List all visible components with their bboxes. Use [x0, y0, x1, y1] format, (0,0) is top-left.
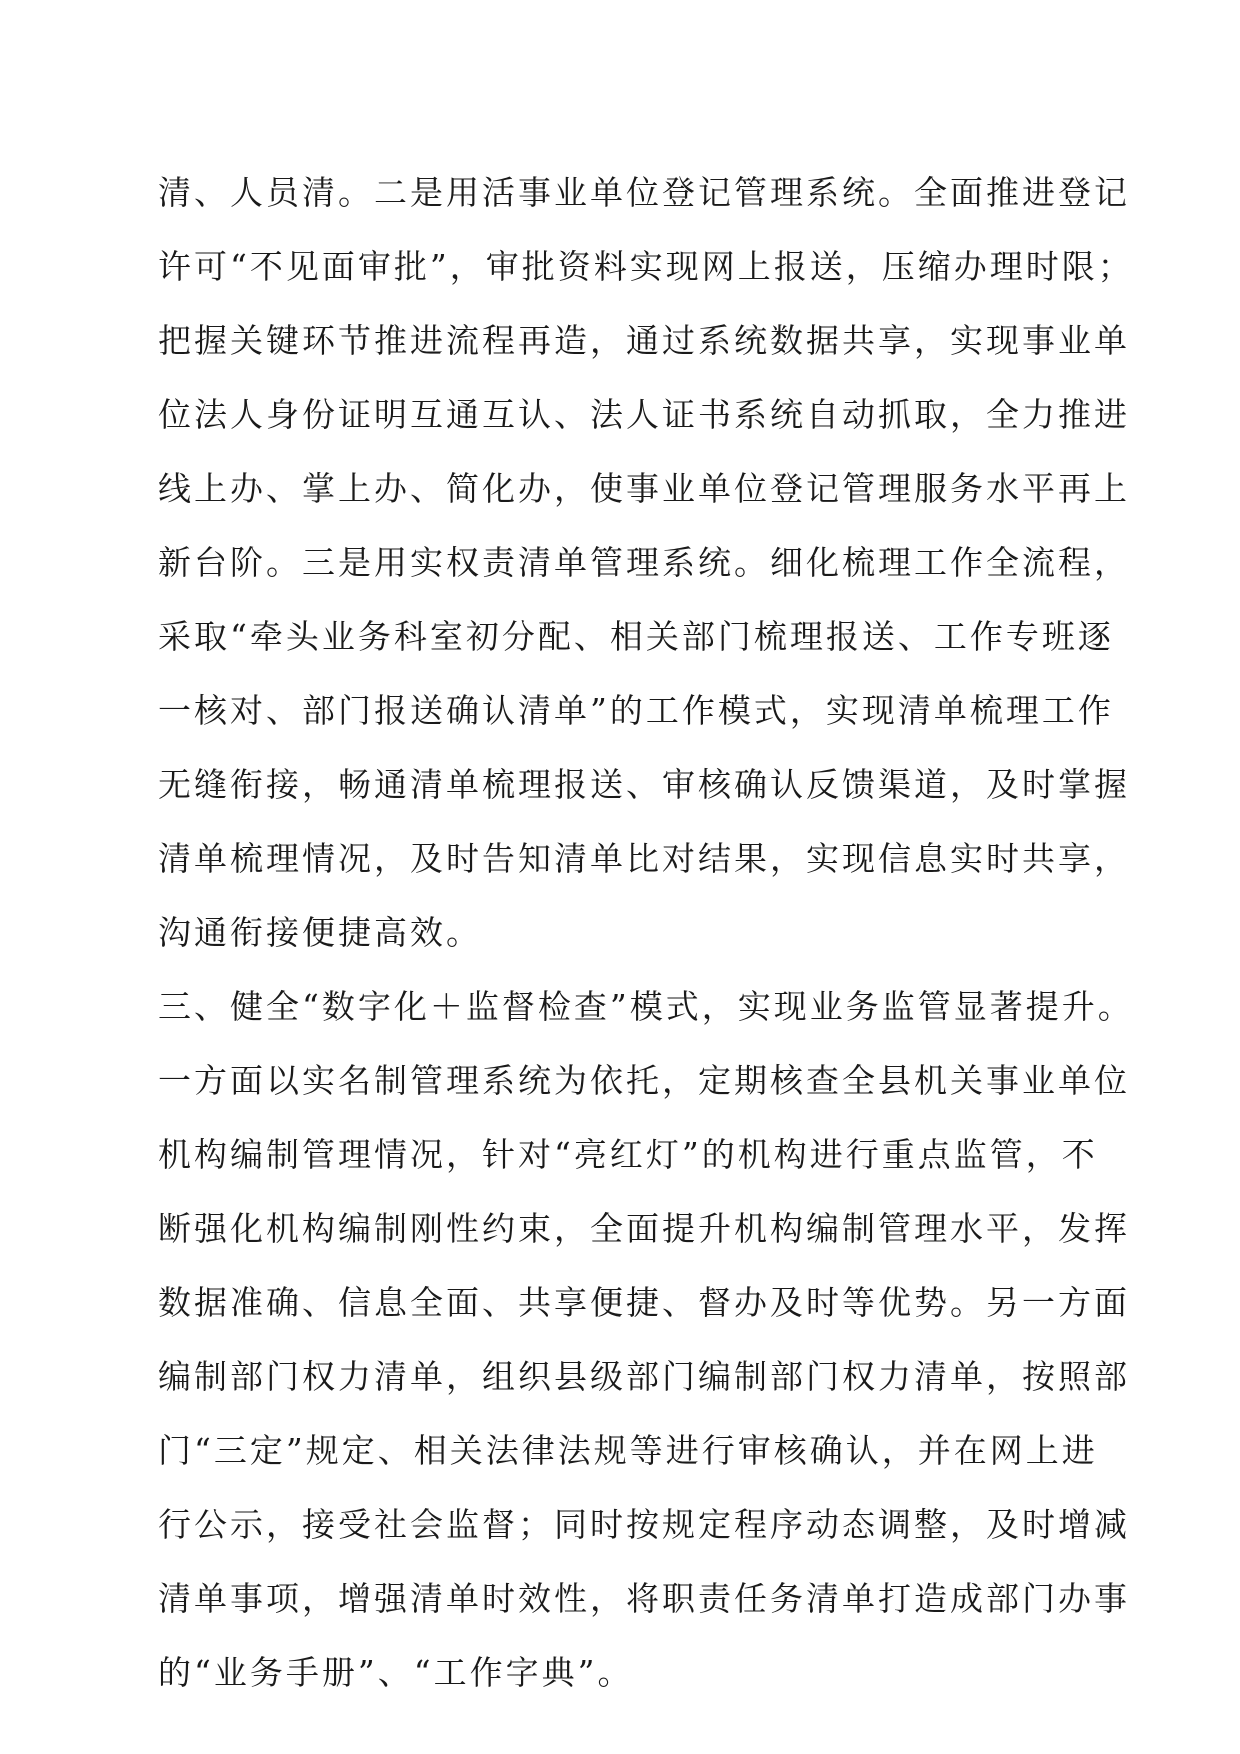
text-line-4: 位法人身份证明互通互认、法人证书系统自动抓取，全力推进 — [158, 395, 1130, 434]
text-line-10: 清单梳理情况，及时告知清单比对结果，实现信息实时共享， — [158, 839, 1130, 878]
text-line-20: 清单事项，增强清单时效性，将职责任务清单打造成部门办事 — [158, 1579, 1130, 1618]
text-line-3: 把握关键环节推进流程再造，通过系统数据共享，实现事业单 — [158, 321, 1130, 360]
text-line-1: 清、人员清。二是用活事业单位登记管理系统。全面推进登记 — [158, 173, 1130, 212]
text-line-8: 一核对、部门报送确认清单”的工作模式，实现清单梳理工作 — [158, 691, 1114, 730]
text-line-17: 编制部门权力清单，组织县级部门编制部门权力清单，按照部 — [158, 1357, 1130, 1396]
text-line-11: 沟通衔接便捷高效。 — [158, 913, 482, 952]
text-line-2: 许可“不见面审批”，审批资料实现网上报送，压缩办理时限； — [158, 247, 1134, 286]
text-line-13: 一方面以实名制管理系统为依托，定期核查全县机关事业单位 — [158, 1061, 1130, 1100]
text-line-18: 门“三定”规定、相关法律法规等进行审核确认，并在网上进 — [158, 1431, 1098, 1470]
text-line-19: 行公示，接受社会监督；同时按规定程序动态调整，及时增减 — [158, 1505, 1130, 1544]
text-line-16: 数据准确、信息全面、共享便捷、督办及时等优势。另一方面 — [158, 1283, 1130, 1322]
text-line-21: 的“业务手册”、“工作字典”。 — [158, 1653, 634, 1692]
text-line-7: 采取“牵头业务科室初分配、相关部门梳理报送、工作专班逐 — [158, 617, 1114, 656]
text-line-14: 机构编制管理情况，针对“亮红灯”的机构进行重点监管，不 — [158, 1135, 1098, 1174]
text-line-6: 新台阶。三是用实权责清单管理系统。细化梳理工作全流程， — [158, 543, 1130, 582]
section-heading: 三、健全“数字化＋监督检查”模式，实现业务监管显著提升。 — [158, 987, 1134, 1026]
text-line-5: 线上办、掌上办、简化办，使事业单位登记管理服务水平再上 — [158, 469, 1130, 508]
text-line-9: 无缝衔接，畅通清单梳理报送、审核确认反馈渠道，及时掌握 — [158, 765, 1130, 804]
text-line-15: 断强化机构编制刚性约束，全面提升机构编制管理水平，发挥 — [158, 1209, 1130, 1248]
